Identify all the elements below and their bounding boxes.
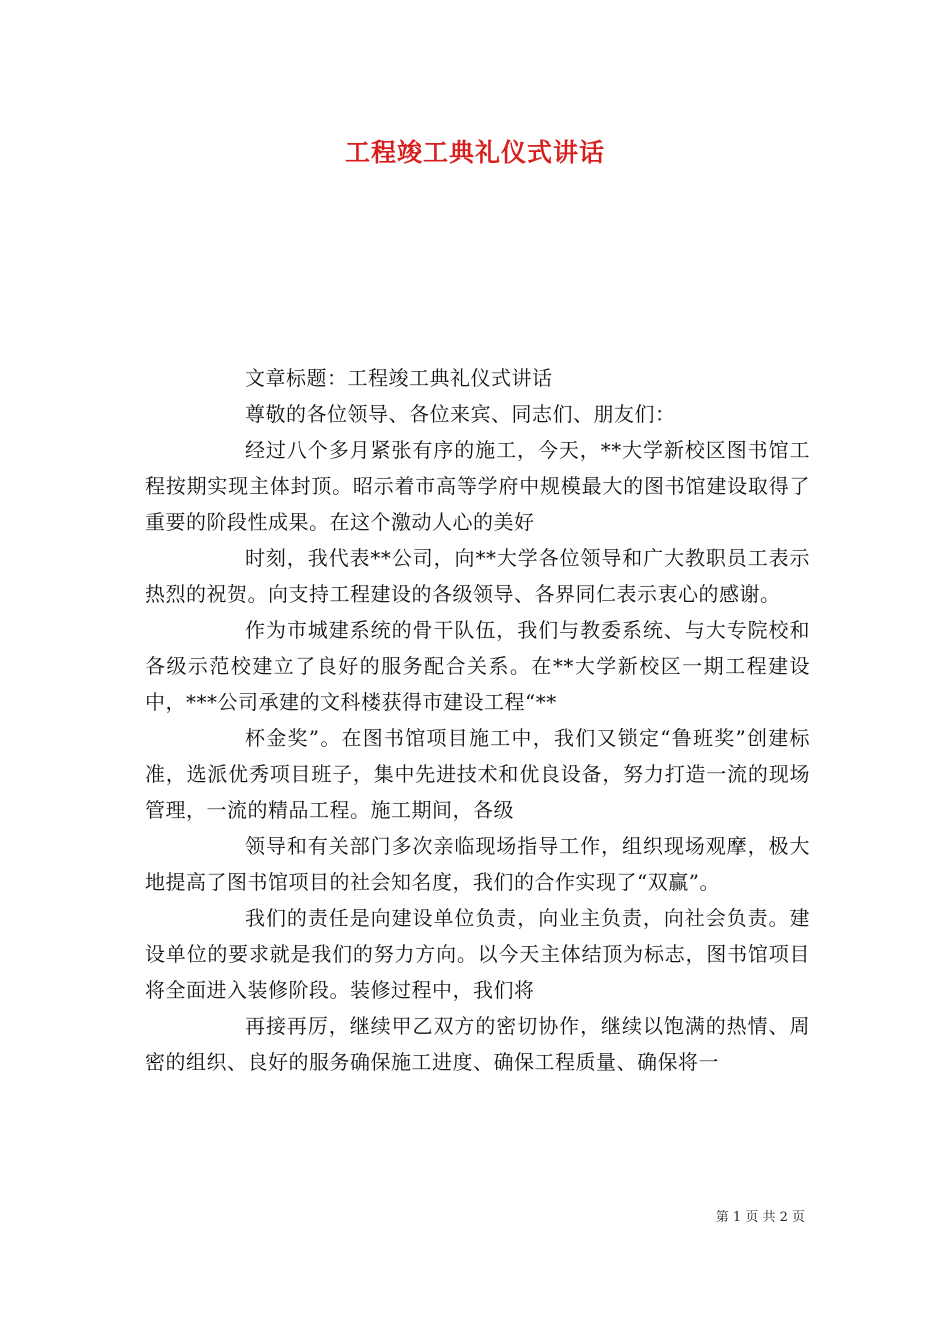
paragraph: 杯金奖”。在图书馆项目施工中，我们又锁定“鲁班奖”创建标准，选派优秀项目班子，集中先进技术和优良设备，努力打造一流的现场管理，一流的精品工程。施工期间，各级 — [145, 726, 810, 822]
page-number: 第 1 页 共 2 页 — [715, 1210, 805, 1225]
paragraph: 文章标题：工程竣工典礼仪式讲话 — [245, 366, 553, 390]
paragraph: 时刻，我代表**公司，向**大学各位领导和广大教职员工表示热烈的祝贺。向支持工程建设的各级领导、各界同仁表示衷心的感谢。 — [145, 546, 810, 606]
paragraph: 作为市城建系统的骨干队伍，我们与教委系统、与大专院校和各级示范校建立了良好的服务配合关系。在**大学新校区一期工程建设中，***公司承建的文科楼获得市建设工程“** — [145, 618, 810, 714]
paragraph: 再接再厉，继续甲乙双方的密切协作，继续以饱满的热情、周密的组织、良好的服务确保施工进度、确保工程质量、确保将一 — [145, 1014, 810, 1074]
document-title: 工程竣工典礼仪式讲话 — [344, 138, 605, 167]
paragraph: 我们的责任是向建设单位负责，向业主负责，向社会负责。建设单位的要求就是我们的努力方向。以今天主体结顶为标志，图书馆项目将全面进入装修阶段。装修过程中，我们将 — [145, 906, 810, 1002]
document-body — [145, 360, 810, 1080]
paragraph: 领导和有关部门多次亲临现场指导工作，组织现场观摩，极大地提高了图书馆项目的社会知名度，我们的合作实现了“双赢”。 — [145, 834, 810, 894]
paragraph: 经过八个多月紧张有序的施工，今天，**大学新校区图书馆工程按期实现主体封顶。昭示着市高等学府中规模最大的图书馆建设取得了重要的阶段性成果。在这个激动人心的美好 — [145, 438, 810, 534]
paragraph: 尊敬的各位领导、各位来宾、同志们、朋友们： — [245, 402, 676, 426]
